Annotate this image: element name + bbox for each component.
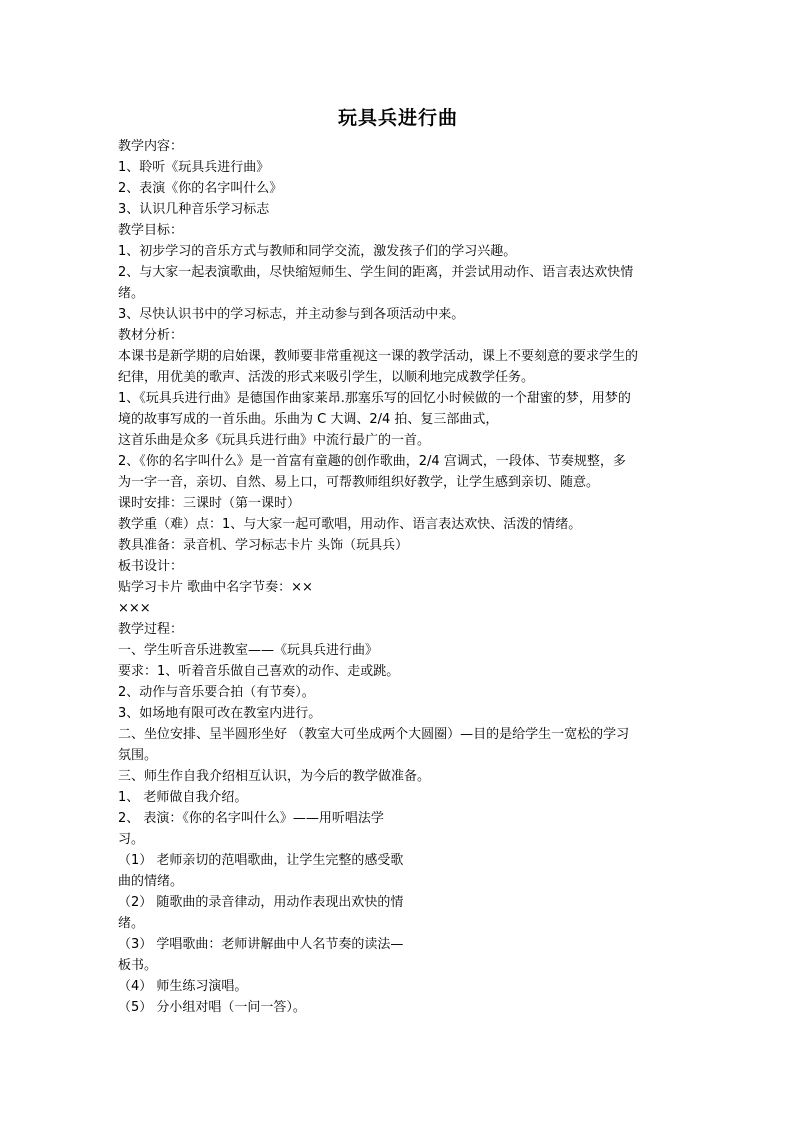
text-line: （2） 随歌曲的录音律动，用动作表现出欢快的情 — [118, 895, 404, 910]
text-line: 绪。 — [118, 916, 145, 931]
text-line: 二、坐位安排、呈半圆形坐好 （教室大可坐成两个大圆圈）—目的是给学生一宽松的学习 — [118, 727, 630, 742]
text-line: 1、《玩具兵进行曲》是德国作曲家莱昂.那塞乐写的回忆小时候做的一个甜蜜的梦，用梦的 — [118, 391, 631, 406]
text-line: 2、《你的名字叫什么》是一首富有童趣的创作歌曲，2/4 宫调式，一段体、节奏规整，多 — [118, 454, 626, 469]
text-line: 2、表演《你的名字叫什么》 — [118, 181, 283, 196]
text-line: 教学内容： — [118, 139, 184, 154]
text-line: （4） 师生练习演唱。 — [118, 979, 248, 994]
text-line: 1、聆听《玩具兵进行曲》 — [118, 160, 270, 175]
text-line: （5） 分小组对唱（一问一答）。 — [118, 1000, 306, 1015]
text-line: 板书。 — [118, 958, 158, 973]
text-line: 3、尽快认识书中的学习标志，并主动参与到各项活动中来。 — [118, 307, 465, 322]
text-line: 2、 表演：《你的名字叫什么》——用听唱法学 — [118, 811, 384, 826]
text-line: 三、师生作自我介绍相互认识，为今后的教学做准备。 — [118, 769, 431, 784]
text-line: 教学过程： — [118, 622, 184, 637]
text-line: 教材分析： — [118, 328, 184, 343]
text-line: 氛围。 — [118, 748, 158, 763]
text-line: 境的故事写成的一首乐曲。乐曲为 C 大调、2/4 拍、复三部曲式， — [118, 412, 499, 427]
text-line: 教学重（难）点：1、与大家一起可歌唱，用动作、语言表达欢快、活泼的情绪。 — [118, 517, 582, 532]
text-line: 这首乐曲是众多《玩具兵进行曲》中流行最广的一首。 — [118, 433, 431, 448]
text-line: 3、如场地有限可改在教室内进行。 — [118, 706, 322, 721]
text-line: 2、动作与音乐要合拍（有节奏）。 — [118, 685, 315, 700]
document-page — [118, 104, 678, 1018]
text-line: 绪。 — [118, 286, 145, 301]
text-line: 2、与大家一起表演歌曲，尽快缩短师生、学生间的距离，并尝试用动作、语言表达欢快情 — [118, 265, 634, 280]
text-line: ××× — [118, 601, 151, 616]
text-line: 纪律，用优美的歌声、活泼的形式来吸引学生，以顺利地完成教学任务。 — [118, 370, 535, 385]
text-line: 曲的情绪。 — [118, 874, 184, 889]
text-line: 3、认识几种音乐学习标志 — [118, 202, 270, 217]
text-line: 课时安排：三课时（第一课时） — [118, 496, 301, 511]
text-line: （1） 老师亲切的范唱歌曲，让学生完整的感受歌 — [118, 853, 404, 868]
text-line: 一、学生听音乐进教室——《玩具兵进行曲》 — [118, 643, 379, 658]
text-line: 本课书是新学期的启始课，教师要非常重视这一课的教学活动，课上不要刻意的要求学生的 — [118, 349, 639, 364]
text-line: 1、 老师做自我介绍。 — [118, 790, 248, 805]
document-title: 玩具兵进行曲 — [337, 107, 458, 129]
text-line: 1、初步学习的音乐方式与教师和同学交流，激发孩子们的学习兴趣。 — [118, 244, 517, 259]
text-line: 板书设计： — [118, 559, 184, 574]
text-line: （3） 学唱歌曲：老师讲解曲中人名节奏的读法— — [118, 937, 404, 952]
text-line: 贴学习卡片 歌曲中名字节奏：×× — [118, 580, 313, 595]
text-line: 要求：1、听着音乐做自己喜欢的动作、走或跳。 — [118, 664, 400, 679]
text-line: 为一字一音，亲切、自然、易上口，可帮教师组织好教学，让学生感到亲切、随意。 — [118, 475, 600, 490]
text-line: 教学目标： — [118, 223, 184, 238]
text-line: 教具准备：录音机、学习标志卡片 头饰（玩具兵） — [118, 538, 409, 553]
document-body — [118, 136, 678, 1018]
text-line: 习。 — [118, 832, 145, 847]
